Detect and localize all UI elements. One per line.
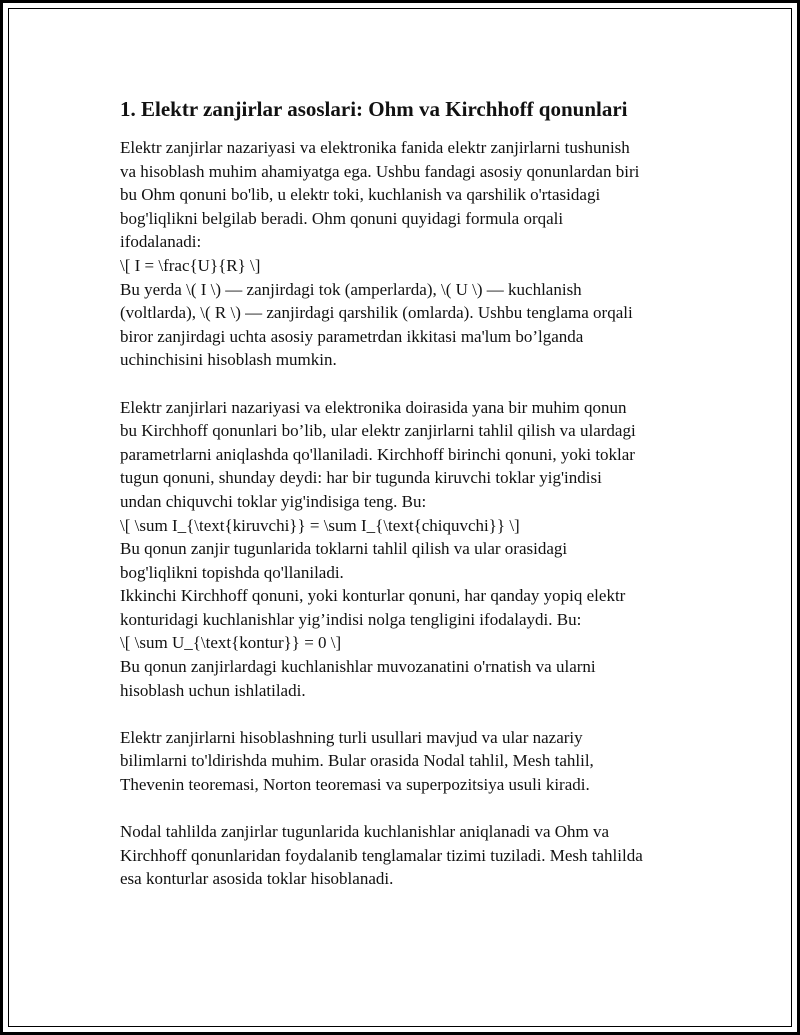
paragraph-gap	[120, 702, 700, 726]
text-line: Bu yerda \( I \) — zanjirdagi tok (amperlarda), \( U \) — kuchlanish	[120, 279, 582, 299]
text-line: bu Kirchhoff qonunlari bo’lib, ular elektr zanjirlarni tahlil qilish va ulardagi	[120, 421, 636, 441]
text-line: uchinchisini hisoblash mumkin.	[120, 350, 337, 370]
text-line: konturidagi kuchlanishlar yig’indisi nolga tengligini ifodalaydi. Bu:	[120, 609, 582, 629]
text-line: bu Ohm qonuni bo'lib, u elektr toki, kuchlanish va qarshilik o'rtasidagi	[120, 185, 601, 205]
text-line: Ikkinchi Kirchhoff qonuni, yoki konturlar qonuni, har qanday yopiq elektr	[120, 586, 626, 606]
paragraph-list	[120, 136, 700, 891]
text-line: hisoblash uchun ishlatiladi.	[120, 680, 306, 700]
text-line: bilimlarni to'ldirishda muhim. Bular orasida Nodal tahlil, Mesh tahlil,	[120, 751, 594, 771]
text-line: Kirchhoff qonunlaridan foydalanib tenglamalar tizimi tuziladi. Mesh tahlilda	[120, 845, 643, 865]
text-line: \[ I = \frac{U}{R} \]	[120, 255, 261, 275]
text-line: ifodalanadi:	[120, 232, 202, 252]
paragraph-gap	[120, 372, 700, 396]
text-line: esa konturlar asosida toklar hisoblanadi.	[120, 869, 394, 889]
paragraph	[120, 820, 700, 891]
text-line: tugun qonuni, shunday deydi: har bir tugunda kiruvchi toklar yig'indisi	[120, 468, 602, 488]
section-title: 1. Elektr zanjirlar asoslari: Ohm va Kirchhoff qonunlari	[120, 97, 628, 121]
text-line: biror zanjirdagi uchta asosiy parametrdan ikkitasi ma'lum bo’lganda	[120, 326, 584, 346]
text-line: Thevenin teoremasi, Norton teoremasi va superpozitsiya usuli kiradi.	[120, 775, 590, 795]
text-line: \[ \sum I_{\text{kiruvchi}} = \sum I_{\text{chiquvchi}} \]	[120, 515, 520, 535]
text-line: Elektr zanjirlari nazariyasi va elektronika doirasida yana bir muhim qonun	[120, 397, 627, 417]
paragraph	[120, 726, 700, 797]
text-line: \[ \sum U_{\text{kontur}} = 0 \]	[120, 633, 342, 653]
text-line: parametrlarni aniqlashda qo'llaniladi. Kirchhoff birinchi qonuni, yoki toklar	[120, 444, 635, 464]
text-line: (voltlarda), \( R \) — zanjirdagi qarshilik (omlarda). Ushbu tenglama orqali	[120, 303, 633, 323]
text-line: Elektr zanjirlarni hisoblashning turli usullari mavjud va ular nazariy	[120, 727, 583, 747]
text-line: bog'liqlikni topishda qo'llaniladi.	[120, 562, 344, 582]
text-line: bog'liqlikni belgilab beradi. Ohm qonuni quyidagi formula orqali	[120, 208, 564, 228]
text-line: Bu qonun zanjir tugunlarida toklarni tahlil qilish va ular orasidagi	[120, 539, 568, 559]
text-line: Nodal tahlilda zanjirlar tugunlarida kuchlanishlar aniqlanadi va Ohm va	[120, 822, 610, 842]
text-line: va hisoblash muhim ahamiyatga ega. Ushbu fandagi asosiy qonunlardan biri	[120, 161, 640, 181]
text-line: undan chiquvchi toklar yig'indisiga teng. Bu:	[120, 491, 427, 511]
paragraph-gap	[120, 797, 700, 821]
text-line: Elektr zanjirlar nazariyasi va elektronika fanida elektr zanjirlarni tushunish	[120, 138, 630, 157]
document-body	[120, 96, 700, 891]
paragraph	[120, 396, 700, 703]
text-line: Bu qonun zanjirlardagi kuchlanishlar muvozanatini o'rnatish va ularni	[120, 657, 596, 677]
paragraph	[120, 136, 700, 372]
